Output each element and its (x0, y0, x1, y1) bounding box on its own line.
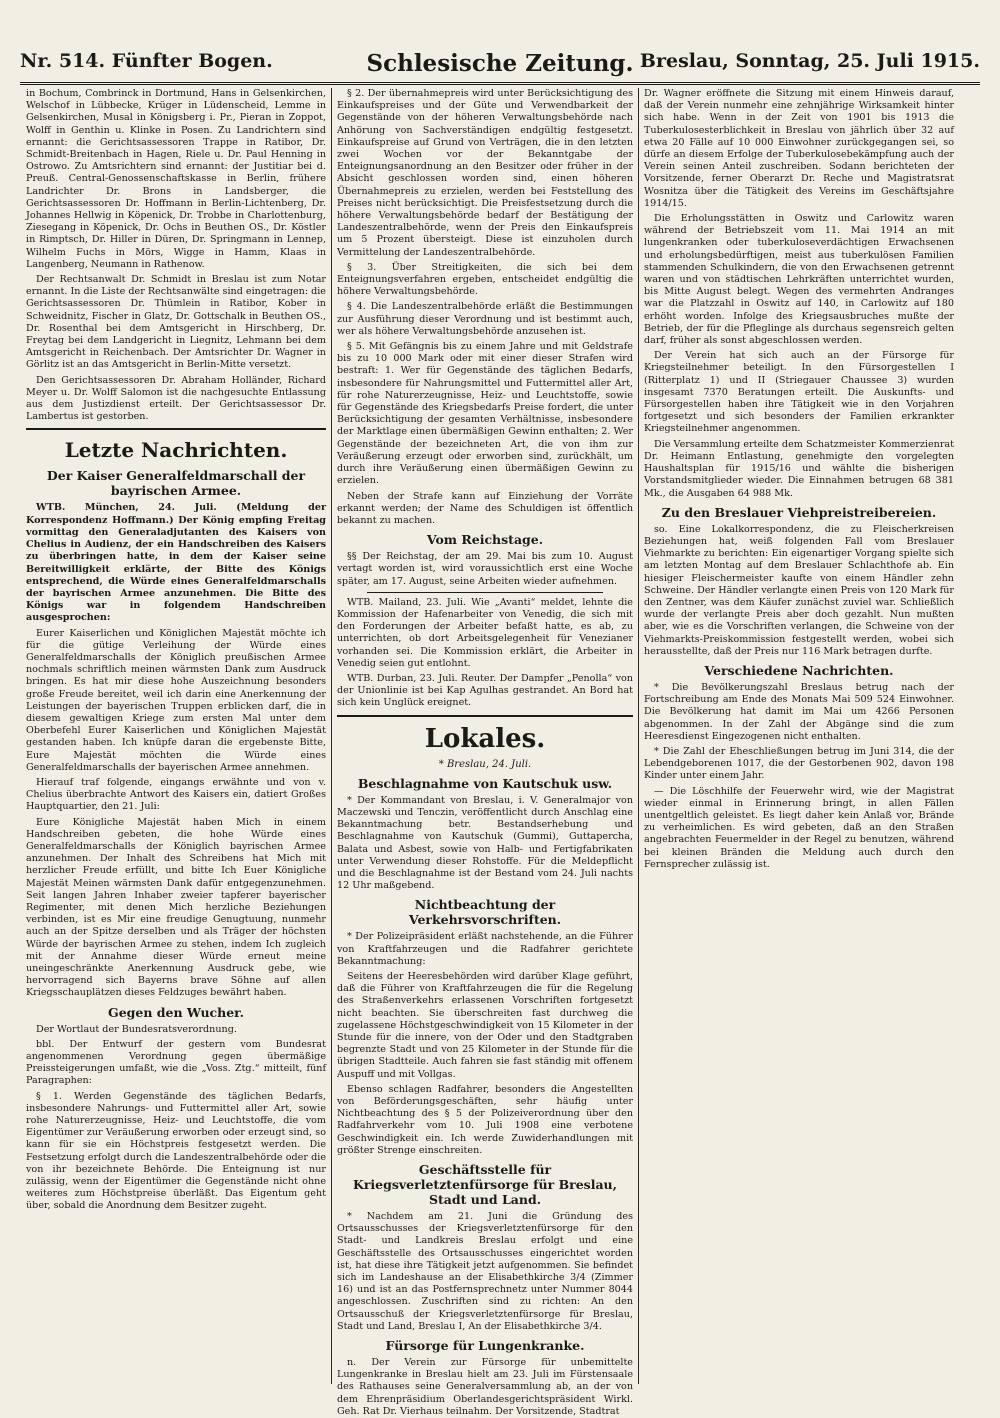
issue-number: Nr. 514. Fünfter Bogen. (20, 50, 273, 72)
article-wucher-paragraph-1: § 1. Werden Gegenstände des täglichen Bedarfs, insbesondere Nahrungs- und Futtermittel aller Art, sowie rohe Naturerzeugnisse, Heiz- und Leuchtstoffe, die vom Eigentümer zur Veräußerung erworben oder erzeugt sind, so kann für sie ein Höchstpreis festgesetzt werden. Die Festsetzung erfolgt durch die Landeszentralbehörde oder die von ihr bezeichnete Behörde. Die Enteignung ist nur zulässig, wenn der Eigentümer die Gegenstände nicht ohne weiteres zum Höchstpreise überläßt. Das Eigentum geht über, sobald die Anordnung dem Besitzer zugeht. (26, 1090, 326, 1212)
personnel-notices-2: Der Rechtsanwalt Dr. Schmidt in Breslau ist zum Notar ernannt. In die Liste der Rechtsanwälte sind eingetragen: die Gerichtsassessoren Dr. Thümlein in Ratibor, Kober in Schweidnitz, Fischer in Glatz, Dr. Gottschalk in Beuthen OS., Dr. Rosenthal bei dem Amtsgericht in Hirschberg, Dr. Freytag bei dem Landgericht in Liegnitz, Lehmann bei dem Amtsgericht in Reichenbach. Der Amtsrichter Dr. Wagner in Görlitz ist an das Amtsgericht in Berlin-Mitte versetzt. (26, 274, 326, 371)
column-rule-2 (638, 88, 639, 1384)
article-lungenkranke: n. Der Verein zur Fürsorge für unbemittelte Lungenkranke in Breslau hielt am 23. Juli im Fürstensaale des Rathauses seine Generalversammlung ab, an der von dem Ehrenpräsidium Oberlandesgerichtspräsident Wirkl. Geh. Rat Dr. Vierhaus teilnahm. Der Vorsitzende, Stadtrat (337, 1357, 633, 1417)
news-item-feuerwehr: — Die Löschhilfe der Feuerwehr wird, wie der Magistrat wieder einmal in Erinnerung bringt, in allen Fällen unentgeltlich geleistet. Es liegt daher kein Anlaß vor, Brände zu verheimlichen. Es wird gebeten, daß an den Straßen angebrachten Feuermelder in der Regel zu benutzen, während bei kleinen Bränden die Meldung auch durch den Fernsprecher zulässig ist. (644, 785, 954, 870)
article-wucher-paragraph-3: § 3. Über Streitigkeiten, die sich bei dem Enteignungsverfahren ergeben, entscheidet endgültig die höhere Verwaltungsbehörde. (337, 261, 633, 298)
article-lungenkranke-cont-3: Der Verein hat sich auch an der Fürsorge für Kriegsteilnehmer beteiligt. In den Fürsorgestellen I (Ritterplatz 1) und II (Striegauer Chaussee 3) wurden insgesamt 7370 Beratungen erteilt. Die Auskunfts- und Fürsorgestellen haben ihre Tätigkeit wie in den Vorjahren fortgesetzt und sich besonders der Familien erkrankter Kriegsteilnehmer angenommen. (644, 350, 954, 435)
heading-lungenkranke: Fürsorge für Lungenkranke. (385, 1338, 585, 1354)
article-wucher-paragraph-5: § 5. Mit Gefängnis bis zu einem Jahre und mit Geldstrafe bis zu 10 000 Mark oder mit einer dieser Strafen wird bestraft: 1. Wer für Gegenstände des täglichen Bedarfs, insbesondere für Nahrungsmittel und Futtermittel aller Art, für rohe Naturerzeugnisse, Heiz- und Leuchtstoffe, sowie für Gegenstände des Kriegsbedarfs Preise fordert, die unter Berücksichtigung der gesamten Verhältnisse, insbesondere der Marktlage einen übermäßigen Gewinn enthalten; 2. Wer Gegenstände der bezeichneten Art, die von ihm zur Veräußerung erzeugt oder erworben sind, zurückhält, um durch ihre Veräußerung einen übermäßigen Gewinn zu erzielen. (337, 341, 633, 487)
section-separator (367, 592, 603, 593)
heading-letzte-nachrichten: Letzte Nachrichten. (64, 438, 288, 463)
column-rule-1 (331, 88, 332, 1384)
article-kriegsverletztenfuersorge: * Nachdem am 21. Juni die Gründung des Ortsausschusses der Kriegsverletztenfürsorge für den Stadt- und Landkreis Breslau erfolgt und eine Geschäftsstelle des Ortsausschusses eingerichtet worden ist, hat diese ihre Tätigkeit jetzt aufgenommen. Sie befindet sich im Landeshause an der Elisabethkirche 3/4 (Zimmer 16) und ist an das Postfernsprechnetz unter Nummer 8044 angeschlossen. Zuschriften sind zu richten: An den Ortsausschuß der Kriegsverletztenfürsorge für Breslau, Stadt und Land, Breslau I, An der Elisabethkirche 3/4. (337, 1211, 633, 1332)
article-verkehr-intro: * Der Polizeipräsident erläßt nachstehende, an die Führer von Kraftfahrzeugen und die Radfahrer gerichtete Bekanntmachung: (337, 931, 633, 967)
heading-kaiser-generalfeldmarschall: Der Kaiser Generalfeldmarschall der bayrischen Armee. (46, 468, 306, 499)
article-lungenkranke-cont-2: Die Erholungsstätten in Oswitz und Carlowitz waren während der Betriebszeit vom 11. Mai 1914 an mit lungenkranken oder tuberkuloseverdächtigen Erwachsenen und erholungsbedürftigen, meist aus tuberkulösen Familien stammenden Schulkindern, die von den Erwachsenen getrennt waren und von städtischen Lehrkräften unterrichtet wurden, bis Mitte August belegt. Wegen des vermehrten Andranges war die Platzzahl in Oswitz auf 140, in Carlowitz auf 180 erhöht worden. Infolge des Kriegsausbruches mußte der Betrieb, der für die Pfleglinge als durchaus segensreich gelten darf, früher als sonst abgeschlossen werden. (644, 213, 954, 347)
article-wucher-paragraph-4: § 4. Die Landeszentralbehörde erläßt die Bestimmungen zur Ausführung dieser Verordnung und ist bestimmt auch, wer als höhere Verwaltungsbehörde anzusehen ist. (337, 301, 633, 337)
heading-verschiedene-nachrichten: Verschiedene Nachrichten. (704, 662, 894, 678)
article-kaiser-letter: Eure Königliche Majestät haben Mich in einem Handschreiben gebeten, die hohe Würde eines Generalfeldmarschalls der Königlich bayrischen Armee anzunehmen. Der Inhalt des Schreibens hat Mich mit herzlicher Freude erfüllt, und bitte Ich Euer Königliche Majestät Meinen wärmsten Dank dafür entgegenzunehmen. Seit langen Jahren Inhaber zweier tapferer bayerischer Regimenter, mit denen Mich herzliche Beziehungen verbinden, ist es Mir eine freudige Genugtuung, nunmehr auch an der Spitze derselben und als Träger der höchsten Würde der bayrischen Armee zu stehen, indem Ich zugleich mit der Annahme dieser Würde erneut meine uneingeschränkte Anerkennung Ausdruck gebe, wie hervorragend sich Bayerns brave Söhne auf allen Kriegsschauplätzen dieses Feldzuges bewährt haben. (26, 816, 326, 999)
article-durban: WTB. Durban, 23. Juli. Reuter. Der Dampfer „Penolla“ von der Unionlinie ist bei Kap Agulhas gestrandet. An Bord hat sich kein Unglück ereignet. (337, 672, 633, 709)
column-1 (26, 88, 326, 1388)
section-separator (26, 428, 326, 430)
article-kaiser-intro: Hierauf traf folgende, eingangs erwähnte und von v. Chelius überbrachte Antwort des Kaisers ein, datiert Großes Hauptquartier, den 21. Juli: (26, 776, 326, 813)
column-3 (644, 88, 954, 1388)
article-kautschuk: * Der Kommandant von Breslau, i. V. Generalmajor von Maczewski und Tenczin, veröffentlicht durch Anschlag eine Bekanntmachung betr. Bestandserhebung und Beschlagnahme von Kautschuk (Gummi), Guttapercha, Balata und Asbest, sowie von Halb- und Fertigfabrikaten unter Verwendung dieser Rohstoffe. Für die Meldepflicht und die Beschlagnahme ist der Bestand vom 24. Juli nachts 12 Uhr maßgebend. (337, 794, 633, 892)
news-item-statistik: * Die Zahl der Eheschließungen betrug im Juni 314, die der Lebendgeborenen 1017, die der Gestorbenen 902, davon 198 Kinder unter einem Jahr. (644, 745, 954, 782)
heading-beschlagnahme-kautschuk: Beschlagnahme von Kautschuk usw. (357, 775, 613, 791)
section-separator (337, 715, 633, 717)
masthead (20, 50, 980, 85)
article-reichstag: §§ Der Reichstag, der am 29. Mai bis zum 10. August vertagt worden ist, wird voraussichtlich erst eine Woche später, am 17. August, seine Arbeiten wieder aufnehmen. (337, 551, 633, 587)
column-2 (337, 88, 633, 1417)
heading-kriegsverletztenfuersorge: Geschäftsstelle für Kriegsverletztenfürsorge für Breslau, Stadt und Land. (352, 1162, 617, 1208)
article-verkehr-2: Ebenso schlagen Radfahrer, besonders die Angestellten von Beförderungsgeschäften, sehr häufig unter Nichtbeachtung des § 5 der Polizeiverordnung über den Radfahrverkehr vom 10. Juli 1908 eine verbotene Geschwindigkeit ein. Ich werde Zuwiderhandlungen mit größter Strenge einschreiten. (337, 1083, 633, 1156)
heading-verkehrsvorschriften: Nichtbeachtung der Verkehrsvorschriften. (408, 897, 562, 928)
article-lungenkranke-cont-4: Die Versammlung erteilte dem Schatzmeister Kommerzienrat Dr. Heimann Entlastung, genehmigte den vorgelegten Haushaltsplan für 1915/16 und wählte die bisherigen Vorstandsmitglieder wieder. Die Einnahmen betrugen 68 381 Mk., die Ausgaben 64 988 Mk. (644, 438, 954, 499)
issue-date: Breslau, Sonntag, 25. Juli 1915. (639, 50, 980, 72)
article-mailand: WTB. Mailand, 23. Juli. Wie „Avanti“ meldet, lehnte die Kommission der Hafenarbeiter von Venedig, die sich mit den Forderungen der Arbeiter befaßt hatte, es ab, zu unterrichten, ob dort Arbeitsgelegenheit für Venezianer vorhanden sei. Die Kommission erklärt, die Arbeiter in Venedig seien gut entlohnt. (337, 596, 633, 669)
article-verkehr-1: Seitens der Heeresbehörden wird darüber Klage geführt, daß die Führer von Kraftfahrzeugen die für die Regelung des Straßenverkehrs erlassenen Vorschriften fortgesetzt nicht beachten. Sie überschreiten fast durchweg die zugelassene Höchstgeschwindigkeit von 15 Kilometer in der Stunde für die innere, von der Oder und den Stadtgraben begrenzte Stadt und von 25 Kilometer in der Stunde für die übrigen Stadtteile. Auch fahren sie fast ständig mit offenem Auspuff und mit Vollgas. (337, 970, 633, 1080)
heading-vom-reichstage: Vom Reichstage. (426, 532, 544, 548)
newspaper-title: Schlesische Zeitung. (366, 50, 634, 77)
article-wucher-paragraph-2: § 2. Der übernahmepreis wird unter Berücksichtigung des Einkaufspreises und der Güte und Verwendbarkeit der Gegenstände von der höheren Verwaltungsbehörde nach Anhörung von Sachverständigen endgültig festgesetzt. Einkaufspreise auf Grund von Verträgen, die in den letzten zwei Wochen vor der Bekanntgabe der Enteignungsanordnung an den Besitzer oder früher in der Absicht geschlossen worden sind, einen höheren Übernahmepreis zu erzielen, werden bei Feststellung des Preises nicht berücksichtigt. Die Preisfestsetzung durch die höhere Verwaltungsbehörde bedarf der Bestätigung der Landeszentralbehörde, wenn der Preis den Einkaufspreis um 5 Prozent übersteigt. Diese ist einzuholen durch Vermittelung der Landeszentralbehörde. (337, 88, 633, 258)
personnel-notices: in Bochum, Combrinck in Dortmund, Hans in Gelsenkirchen, Welschof in Lübbecke, Krüger in Lüdenscheid, Lemme in Gelsenkirchen, Musal in Königsberg i. Pr., Pieran in Zoppot, Wolff in Genthin u. Klinke in Posen. Zu Landrichtern sind ernannt: die Gerichtsassessoren Trappe in Ratibor, Dr. Schmidt-Breitenbach in Hagen, Riele u. Dr. Paul Henning in Ostrowo. Zu Amtsrichtern sind ernannt: der Justitiar bei d. Preuß. Central-Genossenschaftskasse in Berlin, frühere Landrichter Dr. Brons in Landsberger, die Gerichtsassessoren Dr. Hoffmann in Berlin-Lichtenberg, Dr. Johannes Hellwig in Köpenick, Dr. Trobbe in Charlottenburg, Ziesegang in Köpenick, Dr. Ochs in Beuthen OS., Dr. Köstler in Rimptsch, Dr. Hiller in Düren, Dr. Springmann in Lennep, Wilhelm Fuchs in Mörs, Wigge in Hamm, Klaas in Langenberg, Neumann in Rathenow. (26, 88, 326, 270)
article-kaiser-lead: WTB. München, 24. Juli. (Meldung der Korrespondenz Hoffmann.) Der König empfing Freitag vormittag den Generaladjutanten des Kaisers von Chelius in Audienz, der ein Handschreiben des Kaisers zu überbringen hatte, in dem der Kaiser seine Bereitwilligkeit erklärte, der Bitte des Königs entsprechend, die Würde eines Generalfeldmarschalls der bayrischen Armee anzunehmen. Die Bitte des Königs war in folgendem Handschreiben ausgesprochen: (26, 502, 326, 624)
article-wucher-subtitle: Der Wortlaut der Bundesratsverordnung. (36, 1023, 237, 1035)
article-viehpreistreibereien: so. Eine Lokalkorrespondenz, die zu Fleischerkreisen Beziehungen hat, weiß folgenden Fall vom Breslauer Viehmarkte zu berichten: Ein eigenartiger Vorgang spielte sich am letzten Montag auf dem Breslauer Schlachthofe ab. Ein hiesiger Fleischermeister kaufte von einem Händler zehn Schweine. Der Händler verlangte einen Preis von 120 Mark für den Zentner, was dem Käufer zunächst zuviel war. Schließlich wurde der verlangte Preis aber doch gezahlt. Nun mußten aber, wie es die Vorschriften verlangen, die Schweine von der Viehmarkts-Preiskommission festgestellt werden, wobei sich herausstellte, daß der Preis nur 116 Mark betragen durfte. (644, 523, 954, 657)
article-lungenkranke-cont-1: Dr. Wagner eröffnete die Sitzung mit einem Hinweis darauf, daß der Verein nunmehr eine zehnjährige Wirksamkeit hinter sich habe. Wenn in der Zeit von 1901 bis 1913 die Tuberkulosesterblichkeit in Breslau von jährlich über 32 auf etwa 20 Fälle auf 10 000 Einwohner zurückgegangen sei, so dürfe an diesem Erfolge der Tuberkulosebekämpfung auch der Verein seinen Anteil zuschreiben. Sodann berichteten der Vorsitzende, ferner Oberarzt Dr. Reche und Magistratsrat Wosnitza über die Tätigkeit des Vereins im Geschäftsjahre 1914/15. (644, 88, 954, 209)
article-koenig-letter: Eurer Kaiserlichen und Königlichen Majestät möchte ich für die gütige Verleihung der Würde eines Generalfeldmarschalls der Königlich preußischen Armee nochmals schriftlich meinen wärmsten Dank zum Ausdruck bringen. Es hat mir diese hohe Auszeichnung besonders große Freude bereitet, weil ich darin eine Anerkennung der Leistungen der bayerischen Truppen erblicken darf, die in diesem gewaltigen Kriege zum ersten Mal unter dem Oberbefehl Eurer Kaiserlichen und Königlichen Majestät gestanden haben. Ich knüpfe daran die ergebenste Bitte, Eure Majestät möchten die Würde eines Generalfeldmarschalls der bayerischen Armee annehmen. (26, 627, 326, 773)
article-wucher-intro: bbl. Der Entwurf der gestern vom Bundesrat angenommenen Verordnung gegen übermäßige Preissteigerungen umfaßt, wie die „Voss. Ztg.“ mitteilt, fünf Paragraphen: (26, 1038, 326, 1087)
dateline: * Breslau, 24. Juli. (438, 758, 532, 770)
heading-lokales: Lokales. (424, 723, 546, 754)
article-wucher-paragraph-6: Neben der Strafe kann auf Einziehung der Vorräte erkannt werden; der Name des Schuldigen ist öffentlich bekannt zu machen. (337, 490, 633, 526)
heading-viehpreistreibereien: Zu den Breslauer Viehpreistreibereien. (661, 504, 937, 520)
news-item-bevoelkerung: * Die Bevölkerungszahl Breslaus betrug nach der Fortschreibung am Ende des Monats Mai 509 524 Einwohner. Die Bevölkerung hat damit im Mai um 4266 Personen abgenommen. In der Zahl der Abgänge sind die zum Heeresdienst Eingezogenen nicht enthalten. (644, 681, 954, 742)
personnel-notices-3: Den Gerichtsassessoren Dr. Abraham Holländer, Richard Meyer u. Dr. Wolff Salomon ist die nachgesuchte Entlassung aus dem Justizdienst erteilt. Der Gerichtsassessor Dr. Lambertus ist gestorben. (26, 374, 326, 423)
heading-gegen-den-wucher: Gegen den Wucher. (108, 1004, 244, 1020)
